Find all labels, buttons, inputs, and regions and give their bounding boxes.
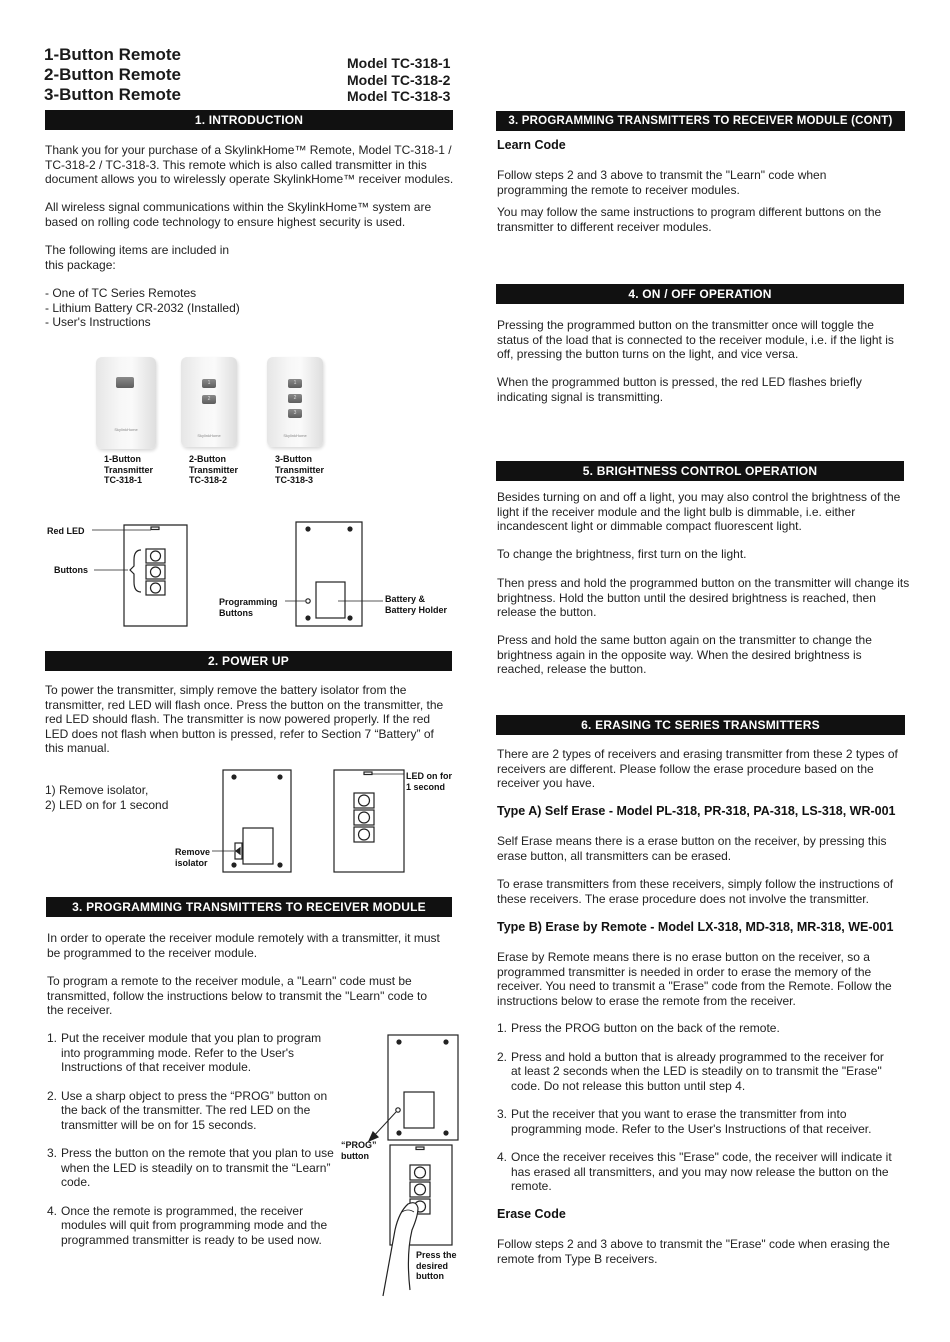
label-buttons: Buttons bbox=[54, 565, 88, 575]
learn-code-paragraph-1: Follow steps 2 and 3 above to transmit the "Learn" code when programming the remote to receiver modules. bbox=[497, 168, 827, 197]
intro-paragraph-3: The following items are included in this package: bbox=[45, 243, 230, 272]
product-model: TC-318-1 bbox=[104, 475, 143, 485]
brightness-paragraph-2: To change the brightness, first turn on the light. bbox=[497, 547, 747, 561]
label-red-led: Red LED bbox=[47, 526, 85, 536]
programming-paragraph-2: To program a remote to the receiver module, a "Learn" code must be transmitted, follow the instructions below to transmit the "Learn" code to the receiver. bbox=[47, 974, 428, 1017]
type-a-paragraph-1: Self Erase means there is a erase button on the receiver, by pressing this erase button, all transmitters can be erased. bbox=[497, 834, 887, 863]
section-on-off-heading: 4. ON / OFF OPERATION bbox=[496, 284, 904, 304]
learn-code-paragraph-2: You may follow the same instructions to program different buttons on the transmitter to different receiver modules. bbox=[497, 205, 882, 234]
brightness-paragraph-3: Then press and hold the programmed button on the transmitter will change its brightness. Hold the button until the desired brightness is reached, then release the button. bbox=[497, 576, 910, 619]
brightness-paragraph-1: Besides turning on and off a light, you may also control the brightness of the light if the receiver module and the light bulb is dimmable, i.e. either incandescent light or dimmable compact fluorescent light. bbox=[497, 490, 901, 533]
learn-code-heading: Learn Code bbox=[497, 138, 566, 152]
power-step: 2) LED on for 1 second bbox=[45, 797, 169, 812]
package-item: - User's Instructions bbox=[45, 315, 151, 329]
erase-step: 2. Press and hold a button that is already programmed to the receiver for at least 2 seconds when the LED is steadily on to transmit the "Erase" code. Do not release this button until step 4. bbox=[497, 1049, 884, 1093]
type-a-heading: Type A) Self Erase - Model PL-318, PR-318, PA-318, LS-318, WR-001 bbox=[497, 804, 896, 818]
title-1-button: 1-Button Remote bbox=[44, 45, 181, 64]
programming-step: 1. Put the receiver module that you plan to program into programming mode. Refer to the User's Instructions of that receiver module. bbox=[47, 1031, 322, 1074]
erase-code-paragraph: Follow steps 2 and 3 above to transmit the "Erase" code when erasing the remote from Type B receivers. bbox=[497, 1237, 890, 1266]
erase-steps bbox=[497, 1021, 897, 1194]
label-prog-button: “PROG” button bbox=[341, 1140, 377, 1161]
section-erasing-heading: 6. ERASING TC SERIES TRANSMITTERS bbox=[496, 715, 905, 735]
product-name: 2-Button Transmitter bbox=[189, 454, 239, 475]
remote-button-icon: 2 bbox=[288, 394, 302, 403]
package-item: - Lithium Battery CR-2032 (Installed) bbox=[45, 300, 240, 315]
label-led-on: LED on for 1 second bbox=[406, 771, 452, 792]
remote-button-icon: 2 bbox=[202, 395, 216, 404]
erase-step: 3. Put the receiver that you want to erase the transmitter from into programming mode. Refer to the User's Instructions of that receiver. bbox=[497, 1107, 872, 1136]
brand-logo: SkylinkHome bbox=[197, 433, 221, 438]
programming-paragraph-1: In order to operate the receiver module remotely with a transmitter, it must be programmed to the receiver module. bbox=[47, 931, 440, 960]
section-programming-heading: 3. PROGRAMMING TRANSMITTERS TO RECEIVER MODULE bbox=[46, 897, 452, 917]
label-press-desired-button: Press the desired button bbox=[416, 1250, 457, 1281]
title-2-button: 2-Button Remote bbox=[44, 65, 181, 84]
programming-step: 4. Once the remote is programmed, the receiver modules will quit from programming mode and the programmed transmitter is ready to be used now. bbox=[47, 1203, 328, 1247]
on-off-paragraph-2: When the programmed button is pressed, the red LED flashes briefly indicating signal is transmitting. bbox=[497, 375, 862, 404]
label-remove-isolator: Remove isolator bbox=[175, 847, 211, 868]
on-off-paragraph-1: Pressing the programmed button on the transmitter once will toggle the status of the load that is connected to the receiver module, i.e. if the light is off, pressing the button turns on the light, and vice versa. bbox=[497, 318, 894, 361]
brand-logo: SkylinkHome bbox=[114, 427, 138, 432]
programming-step: 3. Press the button on the remote that you plan to use when the LED is steadily on to transmit the “Learn” code. bbox=[47, 1146, 334, 1189]
product-model: TC-318-3 bbox=[275, 475, 314, 485]
remote-button-icon: 1 bbox=[288, 379, 302, 388]
power-paragraph: To power the transmitter, simply remove the battery isolator from the transmitter, red LED will flash once. Press the button on the transmitter, the red LED should flash. The transmitter is now powered properly. If the red LED does not flash when button is pressed, refer to Section 7 “Battery” of this manual. bbox=[45, 683, 444, 755]
erase-step: 4. Once the receiver receives this "Erase" code, the receiver will indicate it has erased all transmitters, and you may now release the button on the remote. bbox=[497, 1150, 892, 1193]
intro-paragraph-1: Thank you for your purchase of a SkylinkHome™ Remote, Model TC-318-1 / TC-318-2 / TC-318-3. This remote which is also called transmitter in this document allows you to wirelessly operate SkylinkHome™ receiver modules. bbox=[45, 143, 454, 186]
model-tc-318-2: Model TC-318-2 bbox=[347, 71, 451, 88]
intro-paragraph-2: All wireless signal communications within the SkylinkHome™ system are based on rolling code technology to ensure highest security is used. bbox=[45, 200, 432, 229]
type-b-paragraph-1: Erase by Remote means there is no erase button on the receiver, so a programmed transmitter is needed in order to erase the memory of the receiver. You need to transmit a "Erase" code from the Remote. Follow the instructions below to erase the remote from the receiver. bbox=[497, 950, 892, 1008]
erasing-paragraph-1: There are 2 types of receivers and erasing transmitter from these 2 types of receivers are different. Please follow the erase procedure based on the receiver you have. bbox=[497, 747, 898, 790]
programming-step: 2. Use a sharp object to press the “PROG” button on the back of the transmitter. The red LED on the transmitter will be on for 15 seconds. bbox=[47, 1088, 328, 1132]
remote-button-icon: 3 bbox=[288, 409, 302, 418]
power-step: 1) Remove isolator, bbox=[45, 783, 149, 797]
label-programming-buttons: Programming Buttons bbox=[219, 597, 278, 618]
package-item: - One of TC Series Remotes bbox=[45, 286, 197, 300]
section-power-up-heading: 2. POWER UP bbox=[45, 651, 452, 671]
erase-step: 1. Press the PROG button on the back of the remote. bbox=[497, 1021, 780, 1035]
product-name: 1-Button Transmitter bbox=[104, 454, 154, 475]
product-name: 3-Button Transmitter bbox=[275, 454, 325, 475]
erase-code-heading: Erase Code bbox=[497, 1207, 566, 1221]
product-model: TC-318-2 bbox=[189, 475, 228, 485]
section-introduction-heading: 1. INTRODUCTION bbox=[45, 110, 453, 130]
brand-logo: SkylinkHome bbox=[283, 433, 307, 438]
label-battery-holder: Battery & Battery Holder bbox=[385, 594, 448, 615]
type-b-heading: Type B) Erase by Remote - Model LX-318, MD-318, MR-318, WE-001 bbox=[497, 920, 894, 934]
title-3-button: 3-Button Remote bbox=[44, 85, 181, 104]
section-programming-cont-heading: 3. PROGRAMMING TRANSMITTERS TO RECEIVER MODULE (CONT) bbox=[496, 111, 905, 131]
type-a-paragraph-2: To erase transmitters from these receivers, simply follow the instructions of these receivers. The erase procedure does not involve the transmitter. bbox=[497, 877, 894, 906]
remote-button-icon: 1 bbox=[202, 379, 216, 388]
model-tc-318-1: Model TC-318-1 bbox=[347, 55, 451, 71]
brightness-paragraph-4: Press and hold the same button again on the transmitter to change the brightness again in the opposite way. When the desired brightness is reached, release the button. bbox=[497, 633, 872, 676]
section-brightness-heading: 5. BRIGHTNESS CONTROL OPERATION bbox=[496, 461, 904, 481]
model-tc-318-3: Model TC-318-3 bbox=[347, 88, 451, 104]
